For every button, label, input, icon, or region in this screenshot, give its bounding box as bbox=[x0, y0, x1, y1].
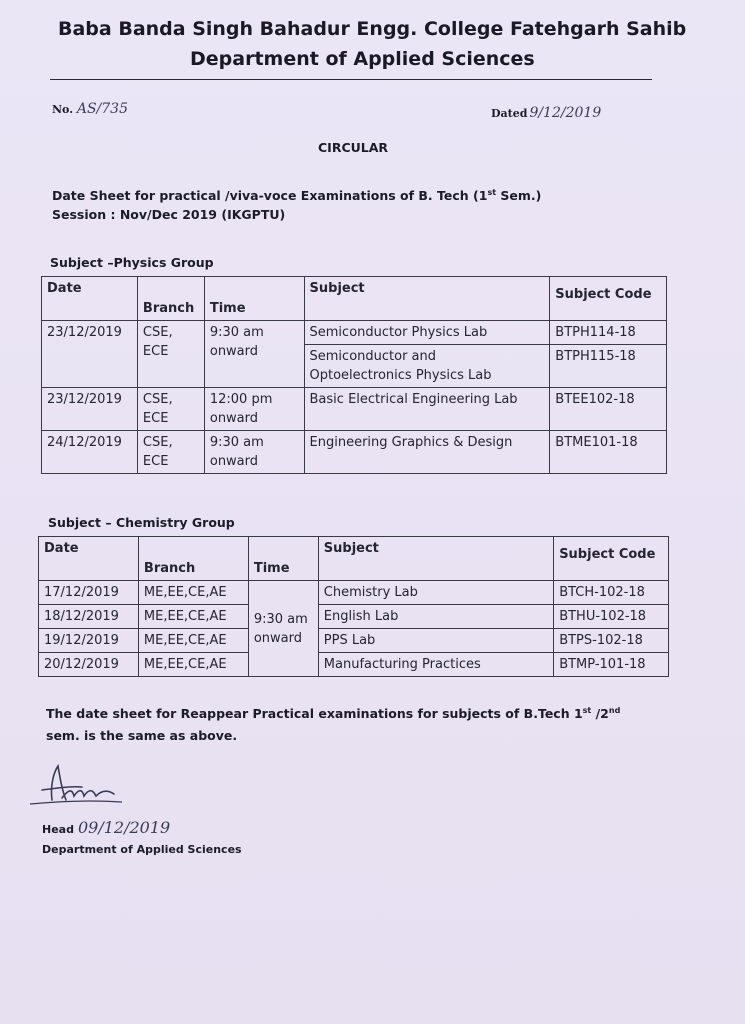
chemistry-code: BTPS-102-18 bbox=[554, 629, 669, 653]
signature-mark bbox=[22, 760, 142, 820]
physics-date: 23/12/2019 bbox=[42, 388, 138, 431]
note-line-1 bbox=[46, 706, 620, 721]
note-sup-2: nd bbox=[608, 706, 621, 715]
physics-code: BTPH115-18 bbox=[550, 345, 667, 388]
college-name: Baba Banda Singh Bahadur Engg. College Fatehgarh Sahib bbox=[58, 18, 687, 40]
chemistry-heading: Subject – Chemistry Group bbox=[48, 515, 235, 530]
chemistry-time: 9:30 am onward bbox=[248, 581, 318, 677]
header-rule bbox=[50, 79, 652, 80]
physics-header-time: Time bbox=[204, 277, 304, 321]
dated bbox=[491, 104, 601, 122]
physics-branch: CSE, ECE bbox=[137, 388, 204, 431]
table-row bbox=[42, 388, 667, 431]
physics-header-subject: Subject bbox=[304, 277, 550, 321]
chemistry-subject: Manufacturing Practices bbox=[318, 653, 553, 677]
note-text-b: /2 bbox=[591, 706, 609, 722]
intro-line-1-sup: st bbox=[487, 188, 497, 197]
chemistry-branch: ME,EE,CE,AE bbox=[138, 653, 248, 677]
physics-branch: CSE, ECE bbox=[137, 321, 204, 388]
chemistry-date: 18/12/2019 bbox=[39, 605, 139, 629]
physics-branch: CSE, ECE bbox=[137, 431, 204, 474]
chemistry-header-branch: Branch bbox=[138, 537, 248, 581]
chemistry-subject: PPS Lab bbox=[318, 629, 553, 653]
chemistry-branch: ME,EE,CE,AE bbox=[138, 629, 248, 653]
table-row bbox=[39, 605, 669, 629]
physics-code: BTEE102-18 bbox=[550, 388, 667, 431]
table-row bbox=[42, 431, 667, 474]
physics-time: 12:00 pm onward bbox=[204, 388, 304, 431]
head-date: 09/12/2019 bbox=[77, 818, 171, 837]
chemistry-header-code: Subject Code bbox=[554, 537, 669, 581]
chemistry-branch: ME,EE,CE,AE bbox=[138, 581, 248, 605]
intro-line-1 bbox=[52, 188, 541, 203]
chemistry-date: 20/12/2019 bbox=[39, 653, 139, 677]
physics-heading: Subject –Physics Group bbox=[50, 255, 214, 270]
department-name: Department of Applied Sciences bbox=[190, 48, 535, 70]
note-text-a: The date sheet for Reappear Practical examinations for subjects of B.Tech 1 bbox=[46, 706, 583, 722]
chemistry-header-row bbox=[39, 537, 669, 581]
chemistry-header-date: Date bbox=[39, 537, 139, 581]
intro-line-1-b: Sem.) bbox=[496, 188, 542, 204]
table-row bbox=[42, 321, 667, 345]
physics-time: 9:30 am onward bbox=[204, 431, 304, 474]
physics-subject: Semiconductor and Optoelectronics Physics Lab bbox=[304, 345, 550, 388]
physics-header-branch: Branch bbox=[137, 277, 204, 321]
physics-subject: Engineering Graphics & Design bbox=[304, 431, 550, 474]
physics-code: BTME101-18 bbox=[550, 431, 667, 474]
physics-date: 24/12/2019 bbox=[42, 431, 138, 474]
chemistry-header-subject: Subject bbox=[318, 537, 553, 581]
chemistry-code: BTMP-101-18 bbox=[554, 653, 669, 677]
chemistry-header-time: Time bbox=[248, 537, 318, 581]
physics-subject: Basic Electrical Engineering Lab bbox=[304, 388, 550, 431]
head-label: Head bbox=[42, 823, 74, 836]
chemistry-branch: ME,EE,CE,AE bbox=[138, 605, 248, 629]
physics-header-code: Subject Code bbox=[550, 277, 667, 321]
note-line-2: sem. is the same as above. bbox=[46, 728, 238, 743]
dated-value: 9/12/2019 bbox=[529, 105, 602, 121]
chemistry-subject: English Lab bbox=[318, 605, 553, 629]
dated-label: Dated bbox=[491, 107, 528, 120]
signoff-department: Department of Applied Sciences bbox=[42, 843, 242, 856]
physics-time: 9:30 am onward bbox=[204, 321, 304, 388]
table-row bbox=[39, 629, 669, 653]
physics-table bbox=[41, 276, 667, 474]
table-row bbox=[39, 581, 669, 605]
chemistry-date: 17/12/2019 bbox=[39, 581, 139, 605]
ref-no-label: No. bbox=[52, 103, 77, 116]
intro-line-2: Session : Nov/Dec 2019 (IKGPTU) bbox=[52, 207, 286, 222]
intro-line-1-a: Date Sheet for practical /viva-voce Examinations of B. Tech (1 bbox=[52, 188, 488, 204]
ref-no-value: AS/735 bbox=[76, 101, 128, 117]
physics-header-date: Date bbox=[42, 277, 138, 321]
circular-title: CIRCULAR bbox=[318, 140, 389, 155]
physics-header-row bbox=[42, 277, 667, 321]
physics-subject: Semiconductor Physics Lab bbox=[304, 321, 550, 345]
chemistry-code: BTCH-102-18 bbox=[554, 581, 669, 605]
physics-code: BTPH114-18 bbox=[550, 321, 667, 345]
chemistry-subject: Chemistry Lab bbox=[318, 581, 553, 605]
head-line bbox=[42, 818, 170, 838]
chemistry-code: BTHU-102-18 bbox=[554, 605, 669, 629]
physics-date: 23/12/2019 bbox=[42, 321, 138, 388]
chemistry-table bbox=[38, 536, 669, 677]
reference-number bbox=[52, 100, 128, 118]
chemistry-date: 19/12/2019 bbox=[39, 629, 139, 653]
table-row bbox=[39, 653, 669, 677]
note-sup-1: st bbox=[582, 706, 592, 715]
